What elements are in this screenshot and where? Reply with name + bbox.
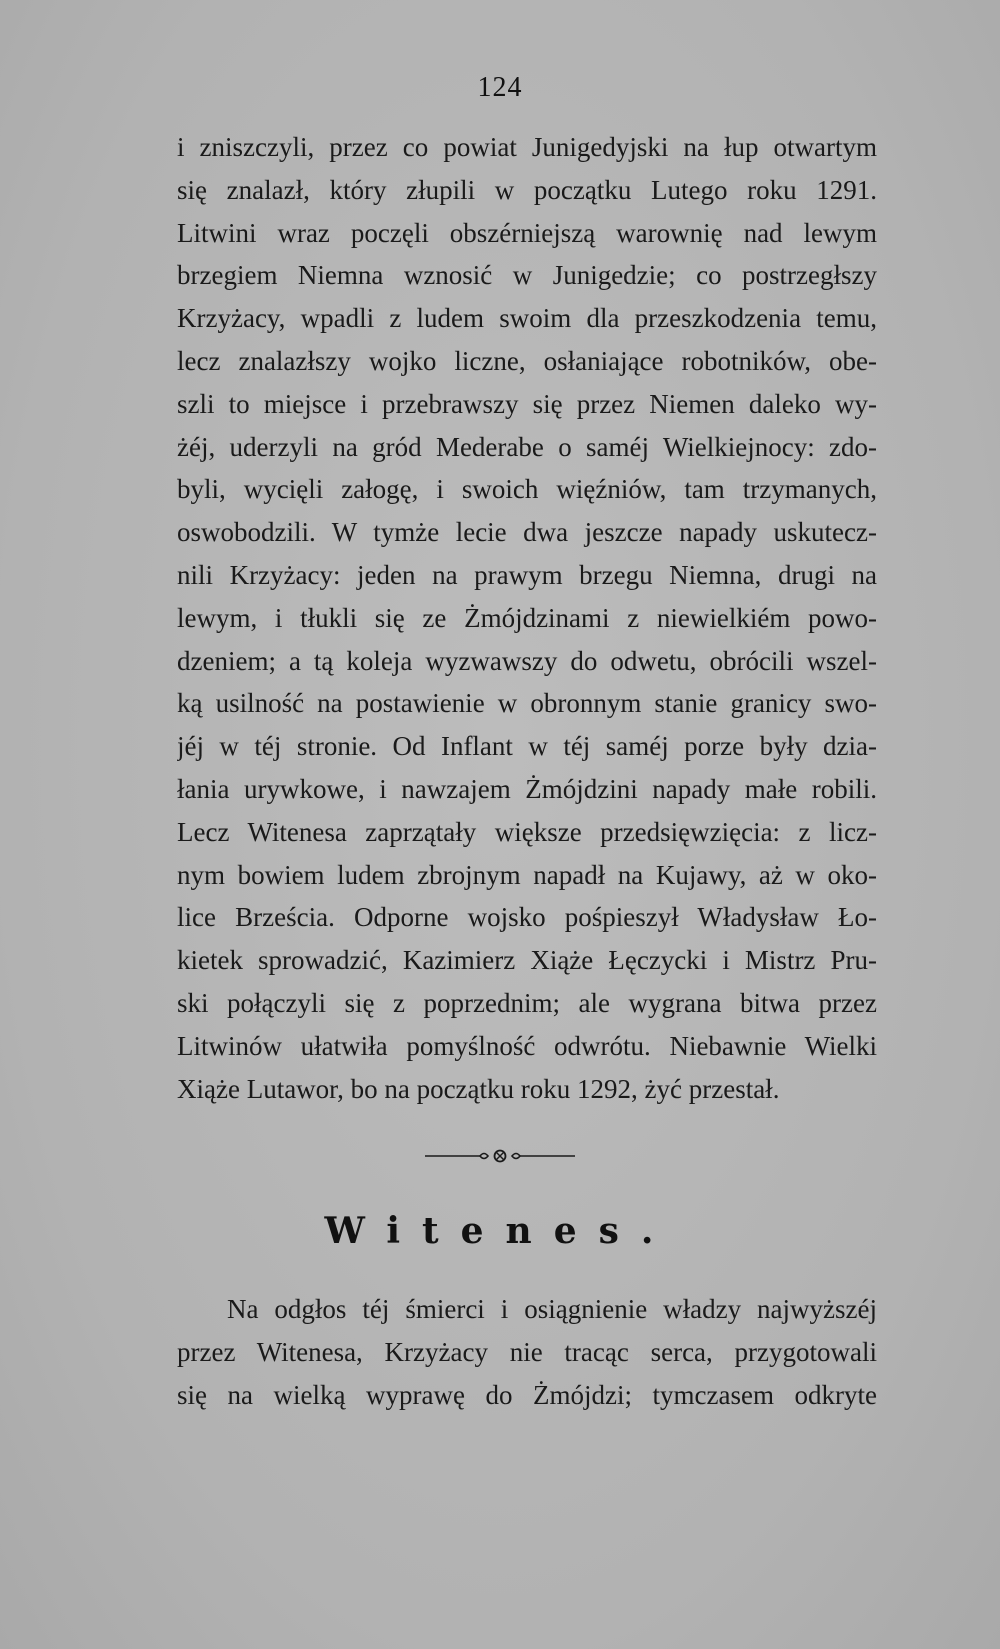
text-line: Na odgłos téj śmierci i osiągnienie władzy najwyższéj: [227, 1294, 877, 1324]
text-line: i zniszczyli, przez co powiat Junigedyjski na łup otwartym: [177, 132, 877, 162]
text-line: lewym, i tłukli się ze Żmójdzinami z niewielkiém powo-: [177, 602, 877, 633]
text-line: łania urywkowe, i nawzajem Żmójdzini napady małe robili.: [177, 773, 877, 804]
text-line: dzeniem; a tą koleja wyzwawszy do odwetu, obrócili wszel-: [177, 645, 877, 676]
text-line: szli to miejsce i przebrawszy się przez Niemen daleko wy-: [177, 388, 877, 419]
text-line: ką usilność na postawienie w obronnym stanie granicy swo-: [177, 688, 877, 719]
section-text: [177, 1288, 877, 1416]
text-line: się na wielką wyprawę do Żmójdzi; tymczasem odkryte: [177, 1379, 877, 1410]
text-line: lice Brześcia. Odporne wojsko pośpieszył Władysław Ło-: [177, 902, 877, 933]
text-line: Litwinów ułatwiła pomyślność odwrótu. Niebawnie Wielki: [177, 1030, 877, 1061]
section-title: Witenes.: [324, 1210, 676, 1252]
text-line: przez Witenesa, Krzyżacy nie tracąc serca, przygotowali: [177, 1336, 877, 1367]
text-line: Lecz Witenesa zaprzątały większe przedsięwzięcia: z licz-: [177, 816, 877, 847]
text-line: jéj w téj stronie. Od Inflant w téj saméj porze były dzia-: [177, 731, 877, 762]
text-line: nili Krzyżacy: jeden na prawym brzegu Niemna, drugi na: [177, 559, 877, 590]
text-line: lecz znalazłszy wojko liczne, osłaniające robotników, obe-: [177, 345, 877, 376]
text-line: Krzyżacy, wpadli z ludem swoim dla przeszkodzenia temu,: [177, 303, 877, 334]
text-line: byli, wycięli załogę, i swoich więźniów, tam trzymanych,: [177, 474, 877, 505]
body-text: [177, 126, 877, 1110]
text-line: nym bowiem ludem zbrojnym napadł na Kujawy, aż w oko-: [177, 859, 877, 890]
text-line: ski połączyli się z poprzednim; ale wygrana bitwa przez: [177, 987, 877, 1018]
text-line: żéj, uderzyli na gród Mederabe o saméj Wielkiejnocy: zdo-: [177, 431, 877, 462]
text-line: się znalazł, który złupili w początku Lutego roku 1291.: [177, 174, 877, 205]
text-line: Litwini wraz poczęli obszérniejszą warownię nad lewym: [177, 217, 877, 248]
ornament-icon: [425, 1148, 575, 1164]
page-number: 124: [477, 72, 523, 103]
text-line: oswobodzili. W tymże lecie dwa jeszcze napady uskutecz-: [177, 517, 877, 548]
text-line: Xiąże Lutawor, bo na początku roku 1292, żyć przestał.: [177, 1073, 780, 1104]
section-divider: [0, 1148, 1000, 1164]
text-line: kietek sprowadzić, Kazimierz Xiąże Łęczycki i Mistrz Pru-: [177, 945, 877, 976]
text-line: brzegiem Niemna wznosić w Junigedzie; co postrzegłszy: [177, 260, 877, 291]
